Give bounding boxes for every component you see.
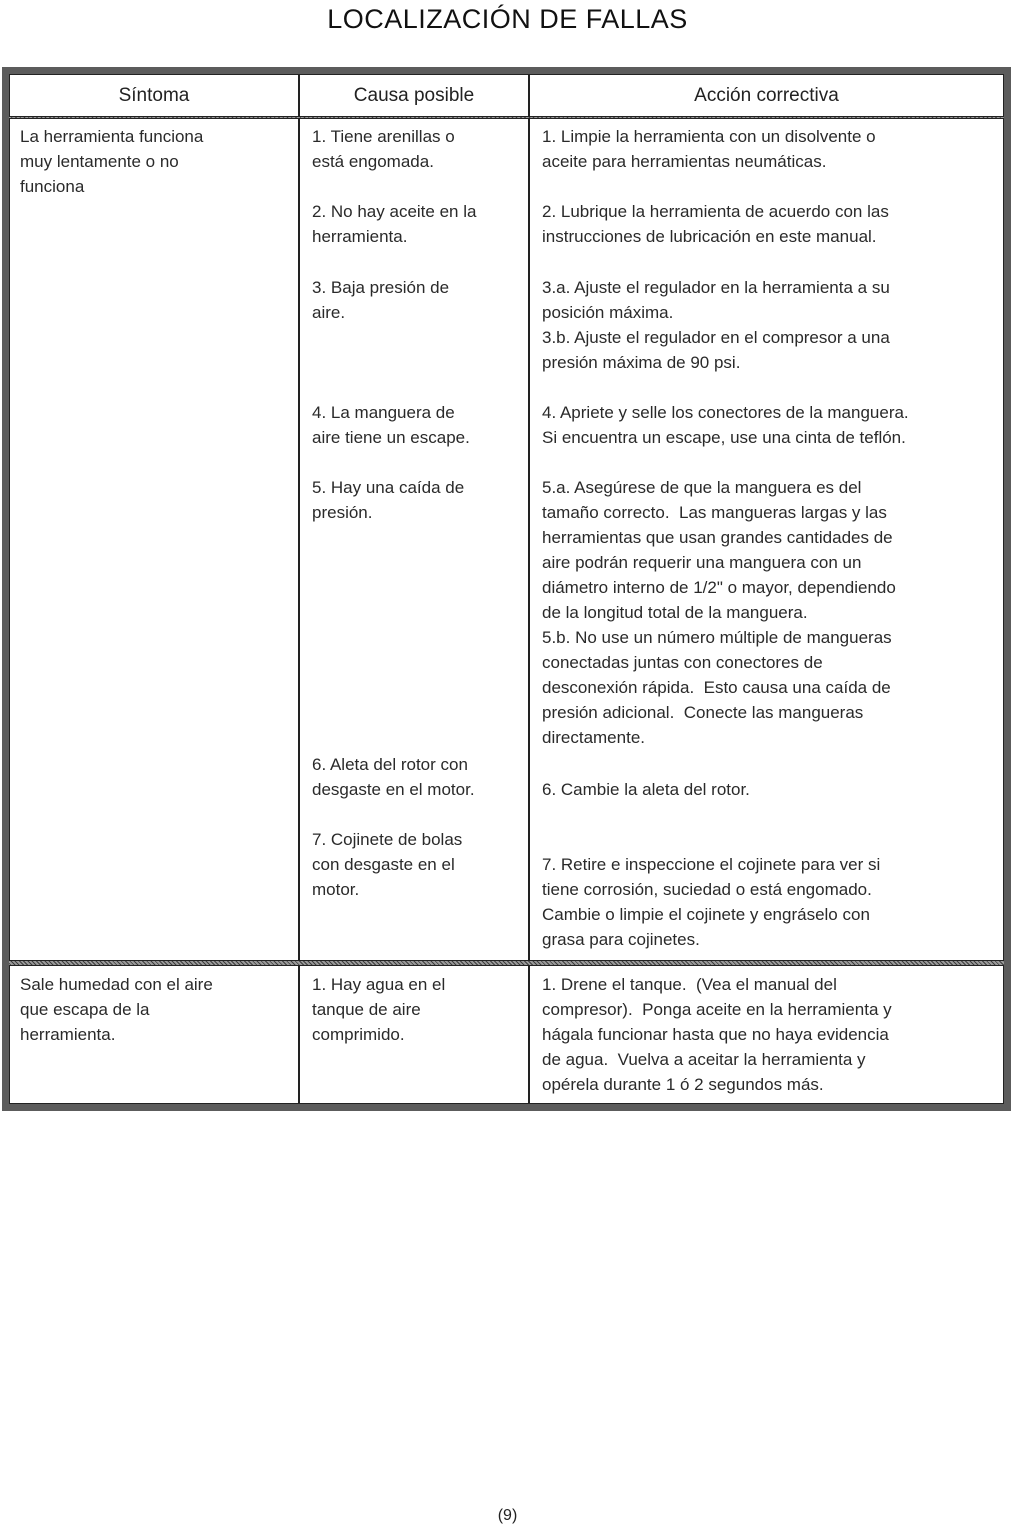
row1-symptom: La herramienta funciona muy lentamente o no funciona: [20, 127, 204, 196]
row1-symptom-cell: [9, 118, 299, 961]
action-item: 4. Apriete y selle los conectores de la manguera. Si encuentra un escape, use una cinta de teflón.: [542, 403, 909, 447]
header-action: Acción correctiva: [529, 74, 1004, 117]
action-item: 5.a. Asegúrese de que la manguera es del tamaño correcto. Las mangueras largas y las herramientas que usan grandes cantidades de aire podrán requerir una manguera con un diámetro interno de 1/2" o mayor, dependiendo de la longitud total de la manguera. 5.b. No use un número múltiple de mangueras conectadas juntas con conectores de desconexión rápida. Esto causa una caída de presión adicional. Conecte las mangueras directamente.: [542, 478, 896, 747]
troubleshooting-table: [2, 67, 1011, 1111]
action-item: 2. Lubrique la herramienta de acuerdo con las instrucciones de lubricación en este manual.: [542, 202, 889, 246]
cause-item: 5. Hay una caída de presión.: [312, 478, 465, 522]
page-title: LOCALIZACIÓN DE FALLAS: [327, 4, 688, 34]
row2-symptom-cell: [9, 965, 299, 1104]
action-item: 6. Cambie la aleta del rotor.: [542, 780, 750, 799]
action-item: 3.a. Ajuste el regulador en la herramienta a su posición máxima. 3.b. Ajuste el regulador en el compresor a una presión máxima de 90 psi.: [542, 278, 890, 372]
page-number: (9): [497, 1507, 518, 1524]
header-cause: Causa posible: [299, 74, 529, 117]
cause-item: 6. Aleta del rotor con desgaste en el motor.: [312, 755, 475, 799]
cause-item: 1. Hay agua en el tanque de aire comprimido.: [312, 975, 446, 1044]
cause-item: 4. La manguera de aire tiene un escape.: [312, 403, 470, 447]
row2-cause-cell: [299, 965, 529, 1104]
cause-item: 7. Cojinete de bolas con desgaste en el motor.: [312, 830, 463, 899]
row2-symptom: Sale humedad con el aire que escapa de la herramienta.: [20, 975, 213, 1044]
cause-item: 2. No hay aceite en la herramienta.: [312, 202, 477, 246]
row1-cause-cell: [299, 118, 529, 961]
cause-item: 3. Baja presión de aire.: [312, 278, 450, 322]
action-item: 1. Drene el tanque. (Vea el manual del compresor). Ponga aceite en la herramienta y hágala funcionar hasta que no haya evidencia de agua. Vuelva a aceitar la herramienta y opérela durante 1 ó 2 segundos más.: [542, 975, 892, 1094]
row1-action-cell: [529, 118, 1004, 961]
row2-action-cell: [529, 965, 1004, 1104]
action-item: 1. Limpie la herramienta con un disolvente o aceite para herramientas neumáticas.: [542, 127, 876, 171]
header-symptom: Síntoma: [9, 74, 299, 117]
cause-item: 1. Tiene arenillas o está engomada.: [312, 127, 455, 171]
action-item: 7. Retire e inspeccione el cojinete para ver si tiene corrosión, suciedad o está engomado. Cambie o limpie el cojinete y engráselo con grasa para cojinetes.: [542, 855, 881, 949]
